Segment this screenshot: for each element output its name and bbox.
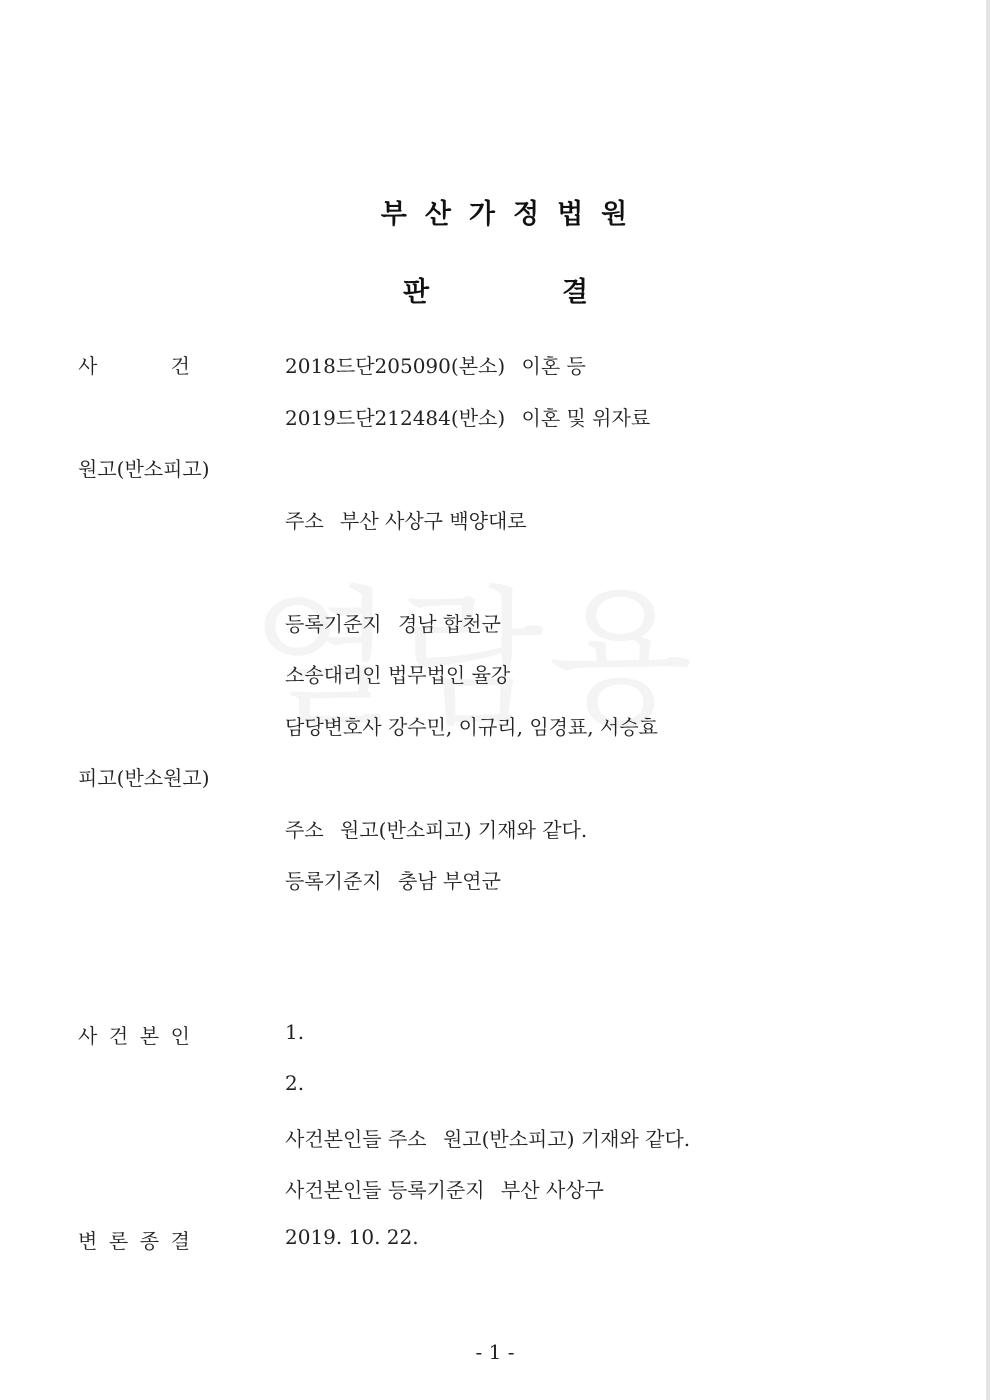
principals-label: 사 건 본 인 [78,1024,190,1048]
page-number: - 1 - [475,1340,515,1364]
case-number-2: 2019드단212484(반소) [285,406,506,430]
case-title-2: 이혼 및 위자료 [521,406,651,430]
case-title-1: 이혼 등 [521,354,586,378]
defendant-label: 피고(반소원고) [78,766,210,790]
plaintiff-registry: 등록기준지 경남 합천군 [285,612,501,636]
case-number-1: 2018드단205090(본소) [285,354,506,378]
plaintiff-label: 원고(반소피고) [78,457,210,481]
plaintiff-counsel: 소송대리인 법무법인 율강 [285,663,511,687]
case-label: 사 건 [78,354,190,378]
plaintiff-lawyers: 담당변호사 강수민, 이규리, 임경표, 서승효 [285,715,658,739]
court-name: 부산가정법원 [380,199,646,230]
principals-address: 사건본인들 주소 원고(반소피고) 기재와 같다. [285,1127,691,1151]
doc-type-char-2: 결 [562,277,589,308]
defendant-registry: 등록기준지 충남 부연군 [285,869,501,893]
principals-registry: 사건본인들 등록기준지 부산 사상구 [285,1178,604,1202]
principal-item-1: 1. [285,1020,305,1044]
plaintiff-address: 주소 부산 사상구 백양대로 [285,509,527,533]
doc-type-char-1: 판 [403,277,430,308]
closing-date: 2019. 10. 22. [285,1225,419,1249]
closing-label: 변 론 종 결 [78,1229,190,1253]
case-line-2 [285,402,650,431]
principal-item-2: 2. [285,1071,305,1095]
case-line-1 [285,350,586,379]
defendant-address: 주소 원고(반소피고) 기재와 같다. [285,818,588,842]
